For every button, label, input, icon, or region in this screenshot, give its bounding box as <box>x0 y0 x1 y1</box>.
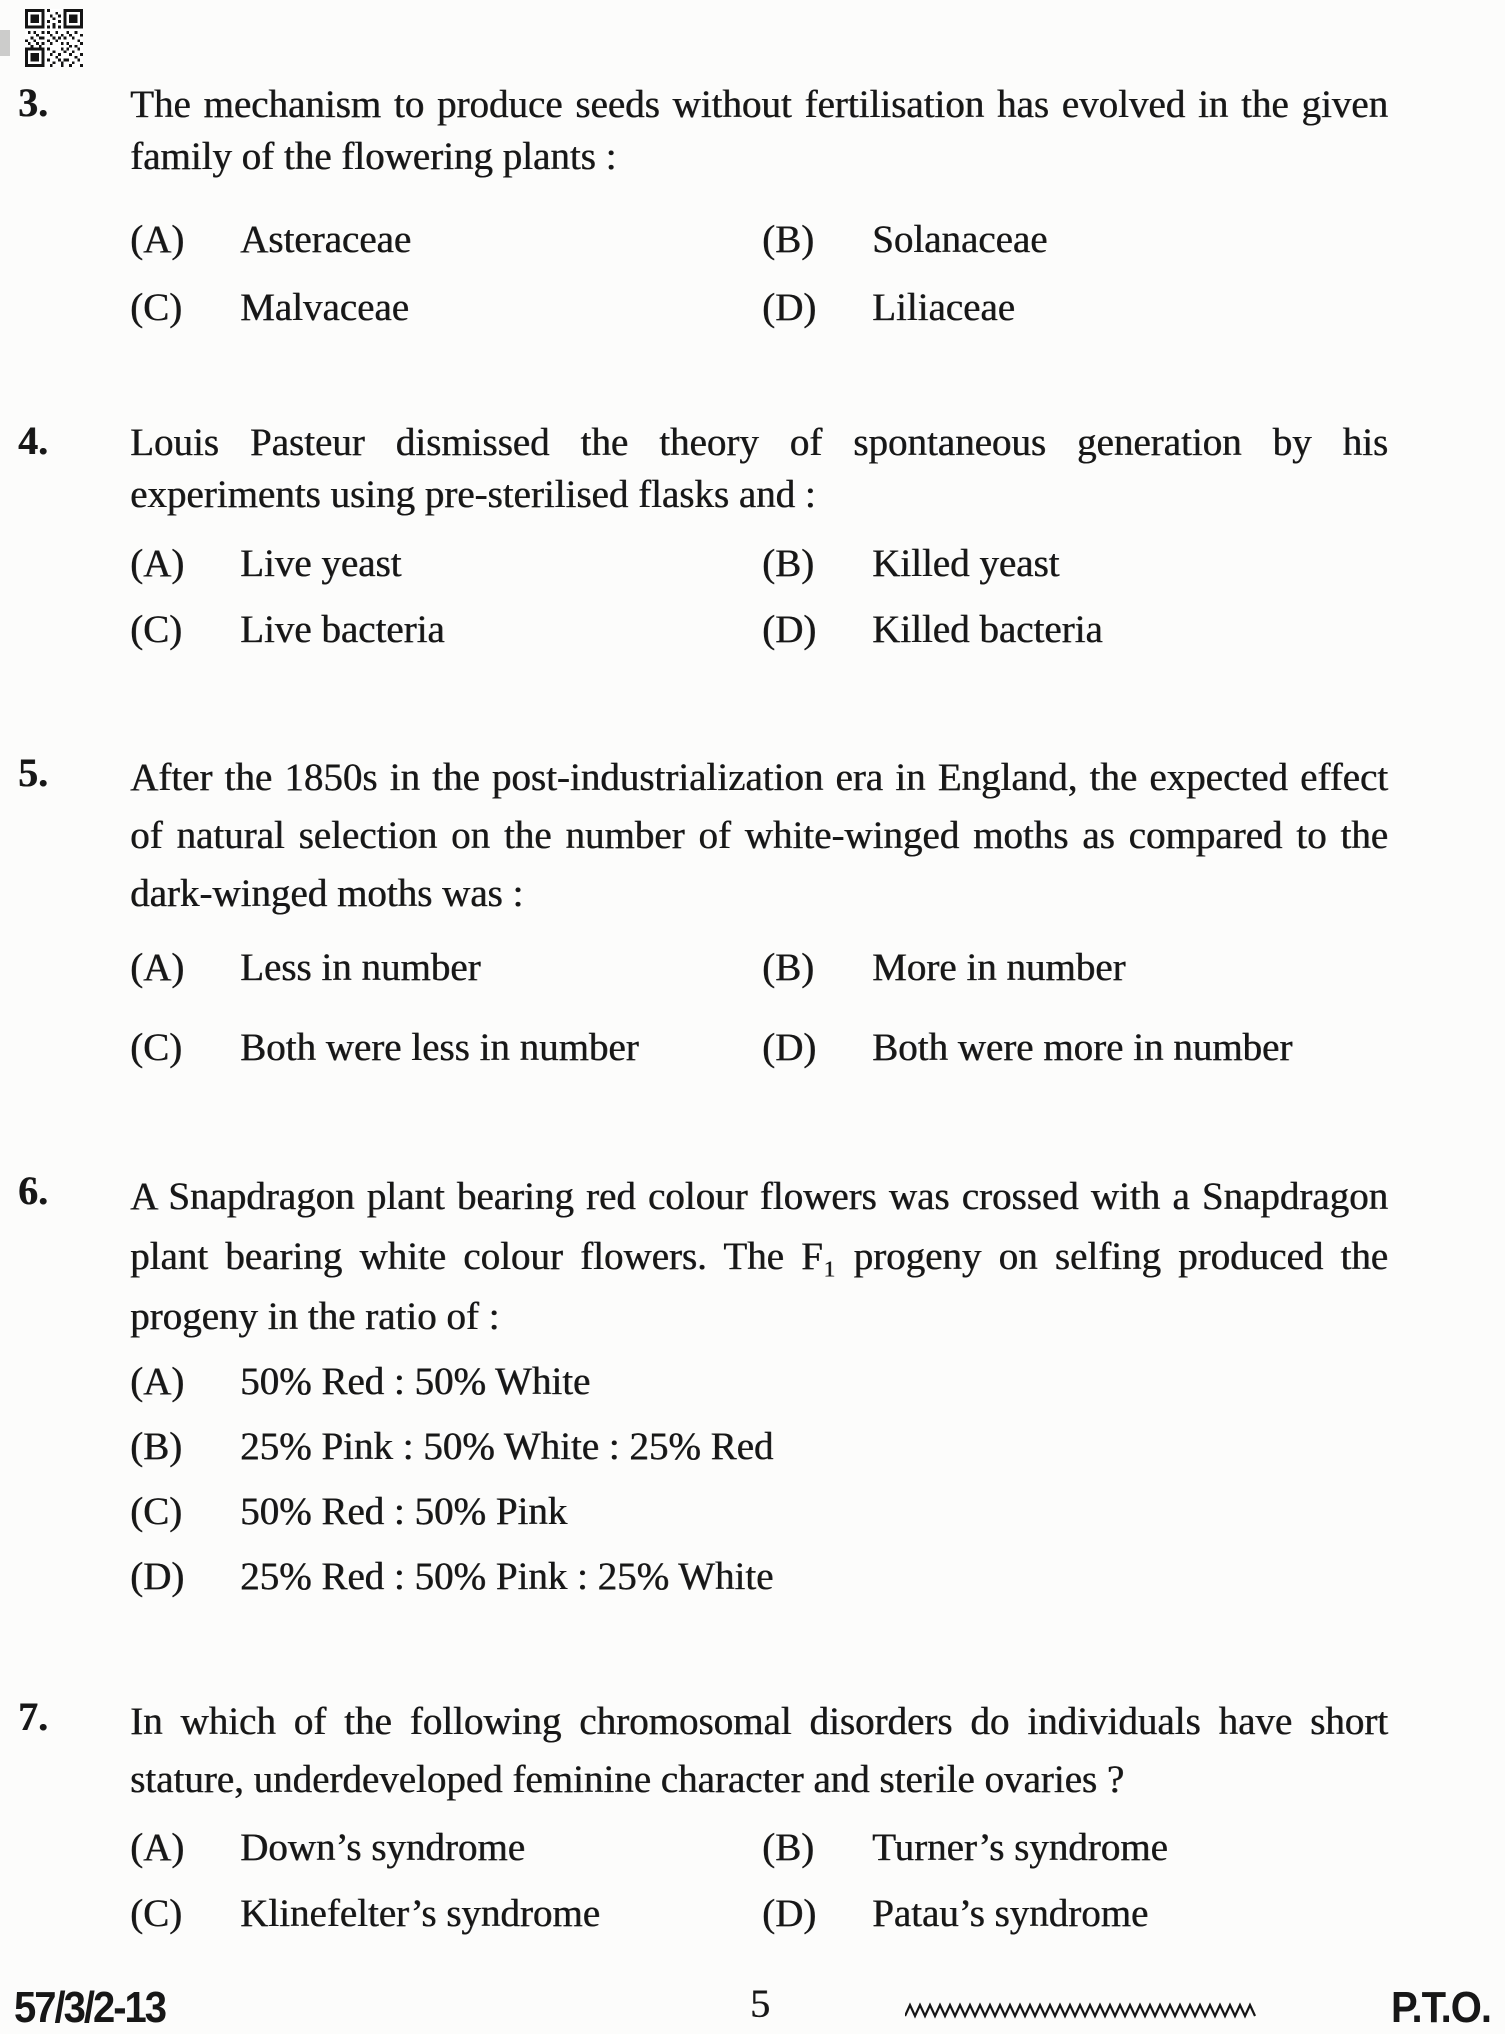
option-label: (C) <box>130 1490 182 1533</box>
q5-option-a <box>130 945 762 991</box>
option-text: Both were less in number <box>240 1026 639 1069</box>
q7-option-b <box>762 1825 1388 1871</box>
qr-code-icon <box>25 6 83 70</box>
q5-option-c <box>130 1025 762 1071</box>
q6-option-b <box>130 1424 1388 1470</box>
q4-option-d <box>762 607 1388 653</box>
question-text: A Snapdragon plant bearing red colour flowers was crossed with a Snapdragon plant bearing white colour flowers. The F₁ progeny on selfing produced the progeny in the ratio of : <box>130 1175 1388 1338</box>
question-number: 4. <box>18 418 48 463</box>
option-label: (A) <box>130 218 185 261</box>
option-label: (A) <box>130 1826 185 1869</box>
paper-code: 57/3/2-13 <box>14 1984 166 2032</box>
option-text: 50% Red : 50% White <box>240 1360 591 1403</box>
option-text: Killed yeast <box>872 542 1060 585</box>
q6-option-c <box>130 1489 1388 1535</box>
option-text: Malvaceae <box>240 286 409 329</box>
scan-artifact <box>0 30 10 56</box>
option-text: Live bacteria <box>240 608 445 651</box>
q3-option-c <box>130 285 762 331</box>
question-number: 5. <box>18 750 48 795</box>
option-label: (C) <box>130 608 182 651</box>
option-label: (B) <box>762 218 814 261</box>
option-text: 25% Pink : 50% White : 25% Red <box>240 1425 774 1468</box>
option-label: (D) <box>762 608 817 651</box>
option-label: (B) <box>762 1826 814 1869</box>
option-text: Patau’s syndrome <box>872 1892 1149 1935</box>
option-text: Asteraceae <box>240 218 412 261</box>
q3-option-d <box>762 285 1388 331</box>
option-label: (C) <box>130 1026 182 1069</box>
pto-label: P.T.O. <box>1391 1984 1491 2032</box>
q3-option-a <box>130 217 762 263</box>
option-label: (A) <box>130 946 185 989</box>
option-label: (C) <box>130 1892 182 1935</box>
q4-option-b <box>762 541 1388 587</box>
question-text: In which of the following chromosomal disorders do individuals have short stature, underdeveloped feminine character and sterile ovaries ? <box>130 1700 1388 1801</box>
q7-option-d <box>762 1891 1388 1937</box>
page-number: 5 <box>750 1981 770 2026</box>
option-label: (A) <box>130 542 185 585</box>
option-text: Solanaceae <box>872 218 1048 261</box>
question-number: 3. <box>18 80 48 125</box>
q6-option-d <box>130 1554 1388 1600</box>
question-number: 7. <box>18 1694 48 1739</box>
option-text: Turner’s syndrome <box>872 1826 1168 1869</box>
option-label: (D) <box>762 1026 817 1069</box>
option-text: Less in number <box>240 946 481 989</box>
question-text: After the 1850s in the post-industrialization era in England, the expected effect of natural selection on the number of white-winged moths as compared to the dark-winged moths was : <box>130 756 1388 915</box>
q5-option-d <box>762 1025 1388 1071</box>
options-list <box>130 945 1388 1071</box>
options-list <box>130 541 1388 653</box>
option-text: Live yeast <box>240 542 402 585</box>
q4-option-c <box>130 607 762 653</box>
option-label: (B) <box>762 542 814 585</box>
option-text: Both were more in number <box>872 1026 1293 1069</box>
option-text: 50% Red : 50% Pink <box>240 1490 568 1533</box>
option-label: (D) <box>762 1892 817 1935</box>
q5-option-b <box>762 945 1388 991</box>
option-label: (A) <box>130 1360 185 1403</box>
question-text: The mechanism to produce seeds without fertilisation has evolved in the given family of the flowering plants : <box>130 83 1388 178</box>
option-text: Killed bacteria <box>872 608 1103 651</box>
q3-option-b <box>762 217 1388 263</box>
option-text: 25% Red : 50% Pink : 25% White <box>240 1555 774 1598</box>
question-number: 6. <box>18 1168 48 1213</box>
option-label: (B) <box>762 946 814 989</box>
q7-option-c <box>130 1891 762 1937</box>
option-text: More in number <box>872 946 1126 989</box>
options-list <box>130 1825 1388 1937</box>
option-label: (C) <box>130 286 182 329</box>
option-text: Liliaceae <box>872 286 1015 329</box>
scribble-line <box>905 2002 1257 2020</box>
option-text: Klinefelter’s syndrome <box>240 1892 600 1935</box>
option-label: (D) <box>762 286 817 329</box>
q7-option-a <box>130 1825 762 1871</box>
option-label: (D) <box>130 1555 185 1598</box>
option-label: (B) <box>130 1425 182 1468</box>
options-list <box>130 217 1388 331</box>
option-text: Down’s syndrome <box>240 1826 525 1869</box>
q6-option-a <box>130 1359 1388 1405</box>
q4-option-a <box>130 541 762 587</box>
options-list <box>130 1359 1388 1600</box>
question-text: Louis Pasteur dismissed the theory of spontaneous generation by his experiments using pre-sterilised flasks and : <box>130 421 1388 516</box>
